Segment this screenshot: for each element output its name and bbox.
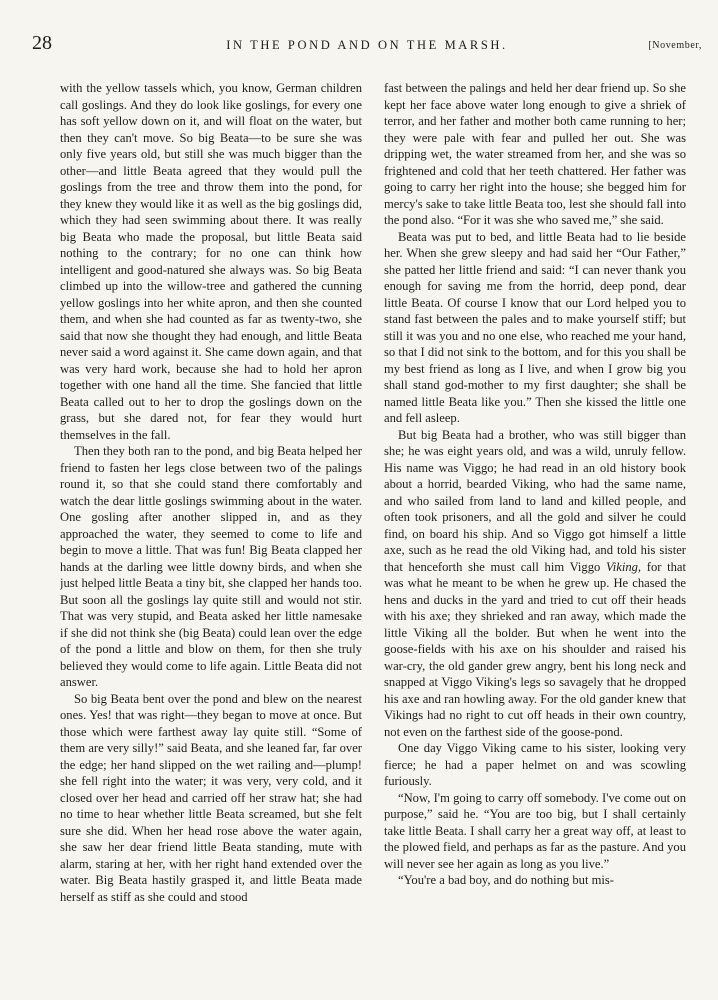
left-column bbox=[60, 80, 362, 985]
right-column bbox=[384, 80, 686, 985]
paragraph: One day Viggo Viking came to his sister, looking very fierce; he had a paper helmet on and was scowling furiously. bbox=[384, 741, 686, 788]
paragraph-text: for that was what he meant to be when he grew up. He chased the hens and ducks in the yard and tried to cut off their heads with his axe; they shrieked and ran away, which made the little Viking all the bolder. But when he went into the goose-fields with his axe on his shoulder and raised his war-cry, the old gander grew angry, bent his long neck and snapped at Viggo Viking's legs so savagely that he dropped his axe and ran howling away. For the old gander knew that Vikings had no right to cut off heads in their own country, not even on the farthest side of the goose-pond. bbox=[384, 559, 686, 739]
paragraph: “Now, I'm going to carry off somebody. I've come out on purpose,” said he. “You are too big, but I shall certainly take little Beata. I shall carry her a great way off, at least to the plowed field, and perhaps as far as the pasture. And you will never see her again as long as you live.” bbox=[384, 790, 686, 871]
paragraph: with the yellow tassels which, you know, German children call goslings. And they do look like goslings, for every one has soft yellow down on it, and will float on the water, but then they can't move. So big Beata—to be sure she was only five years old, but still she was much bigger than the other—and little Beata agreed that they would pull the goslings from the tree and throw them into the pond, for they knew they would like it as well as the big goslings did, which they had seen swimming about there. It was really big Beata who made the proposal, but little Beata said nothing to the contrary; for no one can think how intelligent and good-natured she always was. So big Beata climbed up into the willow-tree and gathered the cunning yellow goslings into her white apron, and then she counted them, and when she had counted as far as twenty-two, she said that now she thought they had enough, and little Beata never said a word against it. She came down again, and that was very hard work, because she had to hold her apron together with one hand all the time. She fancied that little Beata called out to her to drop the goslings down on the grass, but she dared not, for fear they would hurt themselves in the fall. bbox=[60, 81, 362, 442]
running-title: IN THE POND AND ON THE MARSH. bbox=[226, 38, 508, 52]
paragraph: Then they both ran to the pond, and big Beata helped her friend to fasten her legs close between two of the palings round it, so that she could stand there comfortably and watch the dear little goslings swimming about in the water. One gosling after another slipped in, and as they approached the water, they seemed to come to life and begin to move a little. That was fun! Big Beata clapped her hands at the darling wee little downy birds, and when she just helped little Beata a tiny bit, she clapped her hands too. But soon all the goslings lay quite still and would not stir. That was very stupid, and Beata asked her little namesake if she did not think she (big Beata) could lean over the edge of the pond a little and blow on them, for then she truly believed they would come to life again. Little Beata did not answer. bbox=[60, 444, 362, 689]
paragraph: fast between the palings and held her dear friend up. So she kept her face above water long enough to give a shriek of terror, and her father and mother both came running to her; they were pale with fear and pulled her out. She was dripping wet, the water streamed from her, and she was so frightened and cold that her teeth chattered. Her father was going to carry her right into the house; she begged him for mercy's sake to take little Beata too, lest she should fall into the pond also. “For it was she who saved me,” she said. bbox=[384, 81, 686, 227]
paragraph: Beata was put to bed, and little Beata had to lie beside her. When she grew sleepy and had said her “Our Father,” she patted her little friend and said: “I can never thank you enough for saving me from the horrid, deep pond, dear little Beata. Of course I know that our Lord helped you to stand fast between the pales and to make yourself stiff; but still it was you and no one else, who reached me your hand, so that I did not sink to the bottom, and for this you shall be my best friend as long as I live, and when I grow big you shall stand god-mother to my first daughter; she shall be named little Beata like you.” Then she kissed the little one and fell asleep. bbox=[384, 229, 686, 425]
italic-word: Viking, bbox=[605, 559, 642, 574]
paragraph bbox=[384, 427, 686, 741]
paragraph-text: But big Beata had a brother, who was still bigger than she; he was eight years old, and was a wild, unruly fellow. His name was Viggo; he had read in an old history book about a horrid, bearded Viking, who had the same name, and who sailed from land to land and killed people, and often took prisoners, and all the gold and silver he could find, on board his ship. And so Viggo got himself a little axe, such as he read the old Viking had, and told his sister that henceforth she must call him Viggo bbox=[384, 427, 686, 574]
text-columns bbox=[60, 80, 686, 985]
paragraph: So big Beata bent over the pond and blew on the nearest ones. Yes! that was right—they began to move at once. But those which were farthest away lay quite still. “Some of them are very silly!” said Beata, and she leaned far, far over the edge; her hand slipped on the wet railing and—plump! she fell right into the water; it was very, very cold, and it closed over her head and carried off her straw hat; she had no time to hear whether little Beata screamed, but she felt sure she did. When her head rose above the water again, she saw her dear friend little Beata standing, mute with alarm, staring at her, with her right hand extended over the water. Big Beata hastily grasped it, and little Beata made herself as stiff as she could and stood bbox=[60, 691, 362, 904]
page-header bbox=[32, 34, 702, 62]
page-number: 28 bbox=[32, 32, 52, 54]
paragraph: “You're a bad boy, and do nothing but mis- bbox=[398, 873, 614, 887]
issue-month: [November, bbox=[648, 40, 702, 51]
